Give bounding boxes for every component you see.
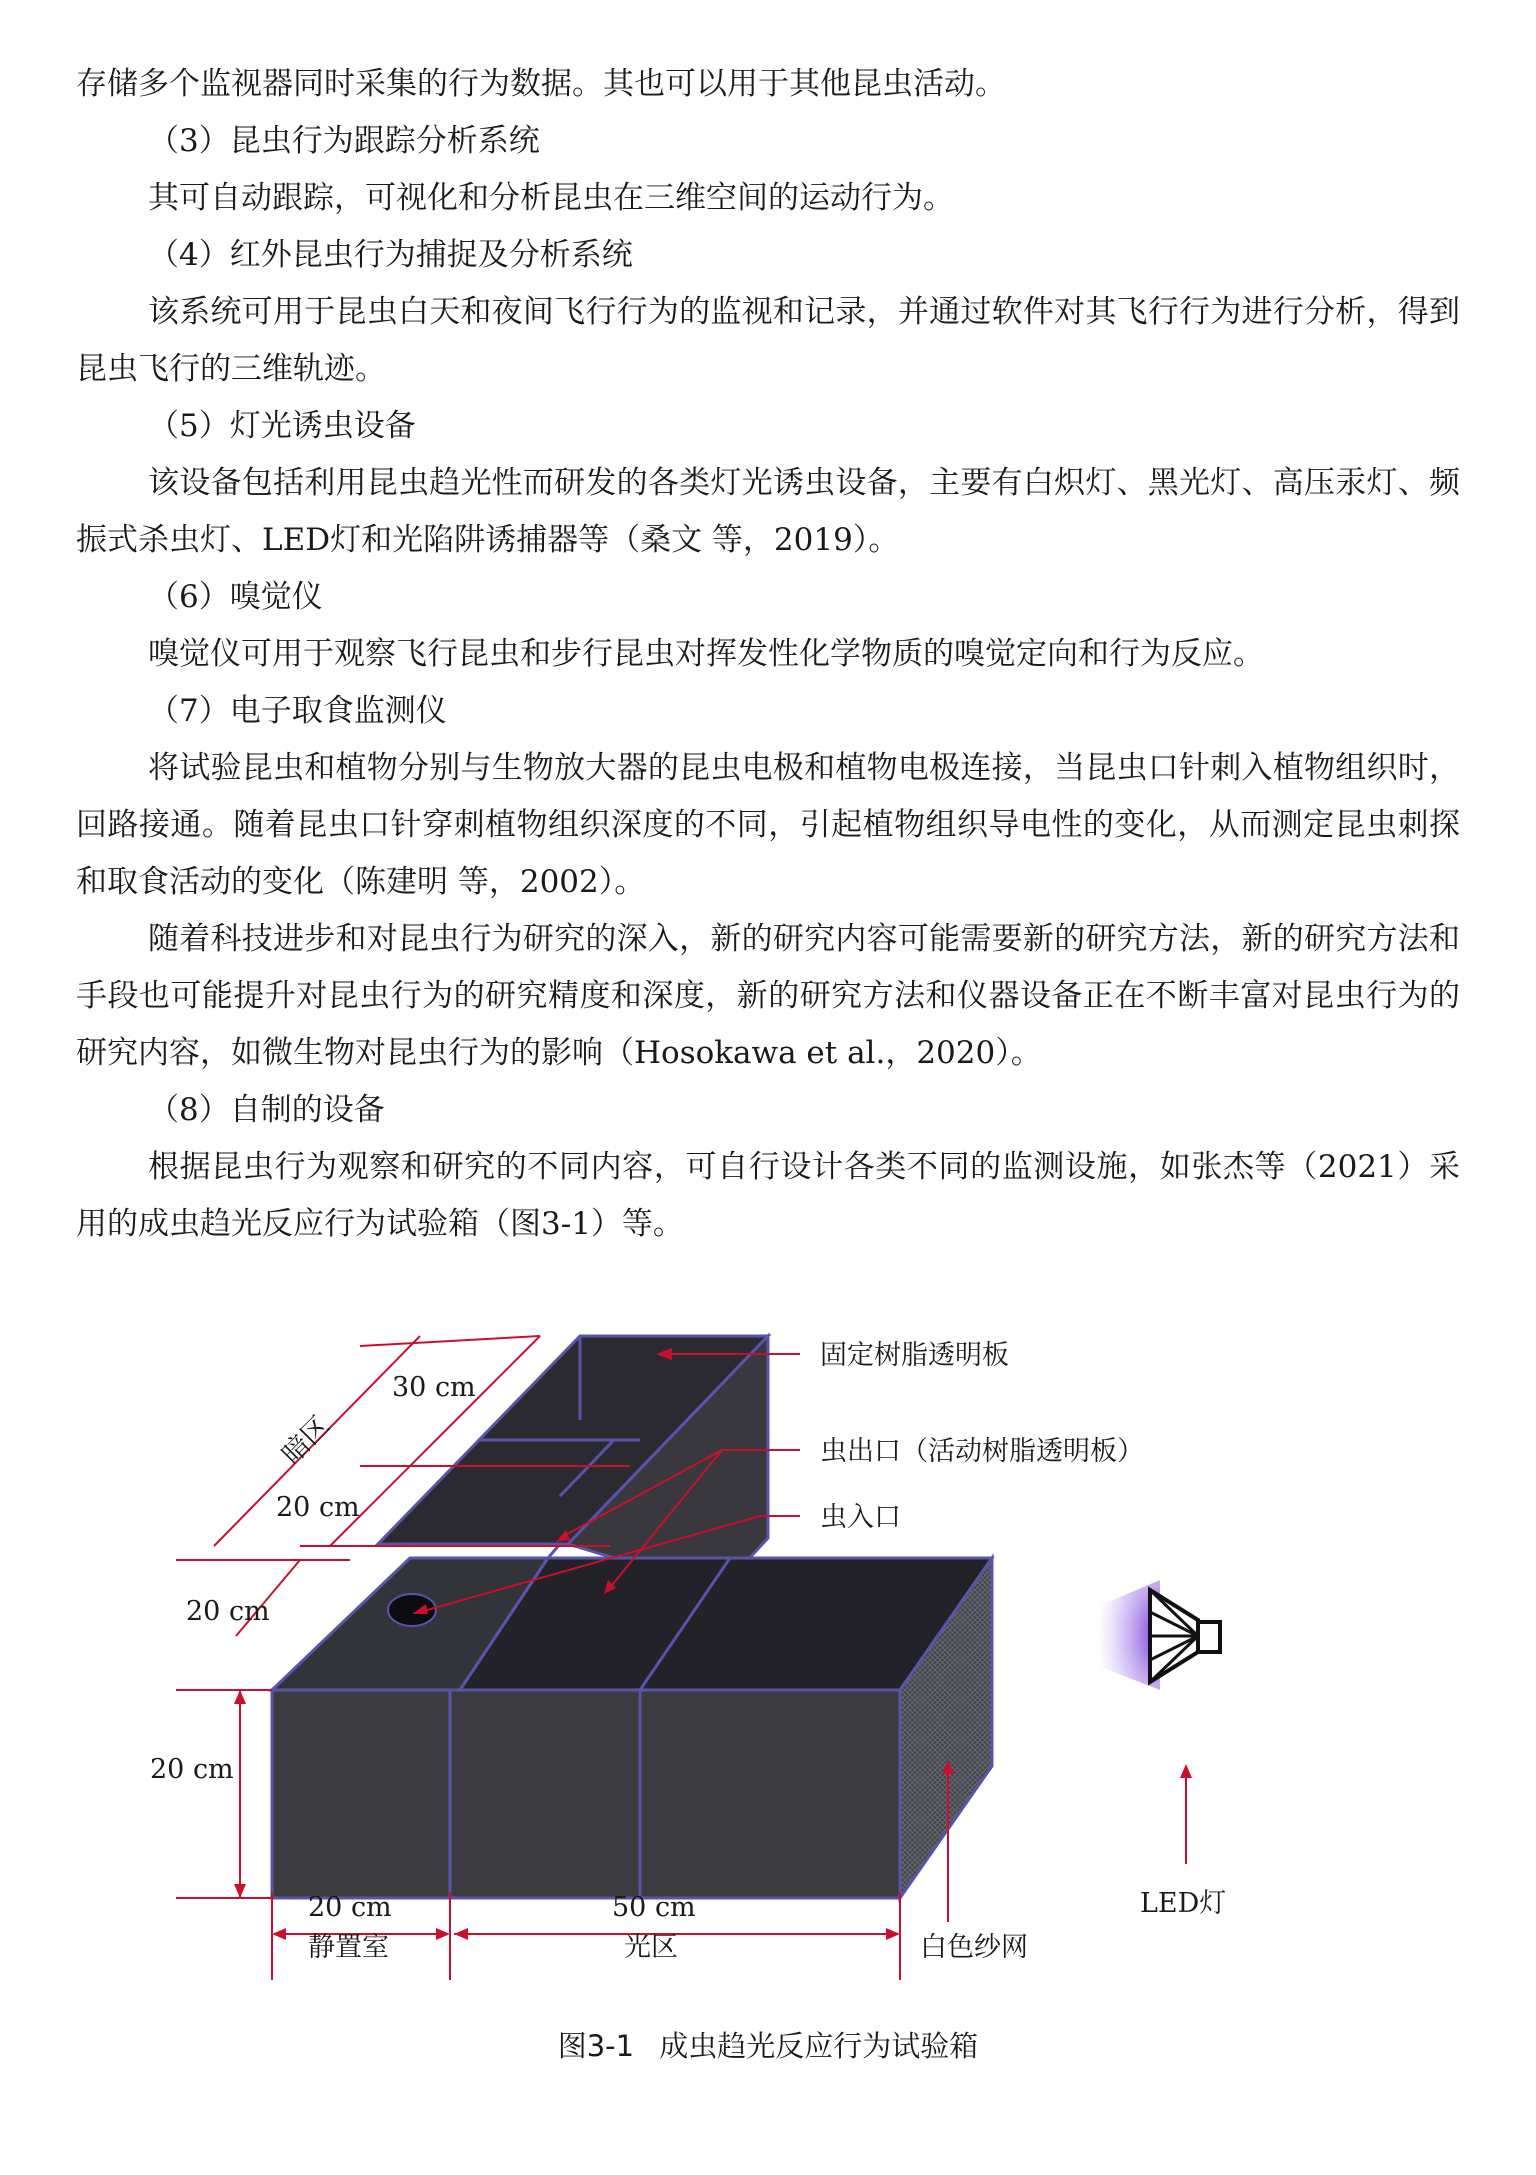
label-dark-zone: 暗区 bbox=[275, 1410, 337, 1471]
light-zone-front-b bbox=[640, 1690, 900, 1898]
paragraph: 存储多个监视器同时采集的行为数据。其也可以用于其他昆虫活动。 bbox=[76, 66, 1006, 102]
label-led: LED灯 bbox=[1140, 1888, 1227, 1919]
label-dim-20-bottom: 20 cm bbox=[308, 1892, 392, 1923]
section-heading: （5）灯光诱虫设备 bbox=[148, 408, 416, 444]
caption-number: 图3-1 bbox=[557, 2029, 635, 2063]
rest-room-front bbox=[272, 1690, 450, 1898]
section-heading: （8）自制的设备 bbox=[148, 1092, 385, 1128]
paragraph: 该设备包括利用昆虫趋光性而研发的各类灯光诱虫设备，主要有白炽灯、黑光灯、高压汞灯、频振式杀虫灯、LED灯和光陷阱诱捕器等（桑文 等，2019）。 bbox=[76, 465, 1460, 558]
label-exit: 虫出口（活动树脂透明板） bbox=[820, 1436, 1144, 1467]
label-dim-50: 50 cm bbox=[612, 1892, 696, 1923]
label-fixed-panel: 固定树脂透明板 bbox=[820, 1340, 1009, 1371]
led-lamp-icon bbox=[1098, 1580, 1220, 1690]
paragraph: 该系统可用于昆虫白天和夜间飞行行为的监视和记录，并通过软件对其飞行行为进行分析，得到昆虫飞行的三维轨迹。 bbox=[76, 294, 1460, 387]
paragraph: 将试验昆虫和植物分别与生物放大器的昆虫电极和植物电极连接，当昆虫口针刺入植物组织时，回路接通。随着昆虫口针穿刺植物组织深度的不同，引起植物组织导电性的变化，从而测定昆虫刺探和取食活动的变化（陈建明 等，2002）。 bbox=[76, 750, 1460, 900]
section-heading: （4）红外昆虫行为捕捉及分析系统 bbox=[148, 237, 633, 273]
paragraph: 嗅觉仪可用于观察飞行昆虫和步行昆虫对挥发性化学物质的嗅觉定向和行为反应。 bbox=[148, 636, 1264, 672]
caption-title: 成虫趋光反应行为试验箱 bbox=[659, 2029, 979, 2063]
paragraph: 根据昆虫行为观察和研究的不同内容，可自行设计各类不同的监测设施，如张杰等（2021）采用的成虫趋光反应行为试验箱（图3-1）等。 bbox=[76, 1149, 1460, 1242]
label-dim-20-a: 20 cm bbox=[276, 1492, 360, 1523]
label-dim-20-b: 20 cm bbox=[186, 1596, 270, 1627]
figure-caption bbox=[0, 2024, 1536, 2065]
paragraph: 随着科技进步和对昆虫行为研究的深入，新的研究内容可能需要新的研究方法，新的研究方法和手段也可能提升对昆虫行为的研究精度和深度，新的研究方法和仪器设备正在不断丰富对昆虫行为的研究内容，如微生物对昆虫行为的影响（Hosokawa et al.，2020）。 bbox=[76, 921, 1460, 1071]
section-heading: （7）电子取食监测仪 bbox=[148, 693, 447, 729]
label-rest-room: 静置室 bbox=[308, 1932, 389, 1963]
section-heading: （3）昆虫行为跟踪分析系统 bbox=[148, 123, 540, 159]
figure-3-1 bbox=[0, 1290, 1536, 2010]
label-light-zone: 光区 bbox=[624, 1932, 678, 1963]
light-zone-front-a bbox=[450, 1690, 640, 1898]
body-text bbox=[76, 56, 1460, 1253]
label-entrance: 虫入口 bbox=[820, 1502, 901, 1533]
paragraph: 其可自动跟踪，可视化和分析昆虫在三维空间的运动行为。 bbox=[148, 180, 954, 216]
section-heading: （6）嗅觉仪 bbox=[148, 579, 323, 615]
label-dim-20-height: 20 cm bbox=[150, 1754, 234, 1785]
test-box-diagram bbox=[0, 1290, 1536, 2010]
label-white-mesh: 白色纱网 bbox=[920, 1932, 1028, 1963]
label-dim-30: 30 cm bbox=[392, 1372, 476, 1403]
